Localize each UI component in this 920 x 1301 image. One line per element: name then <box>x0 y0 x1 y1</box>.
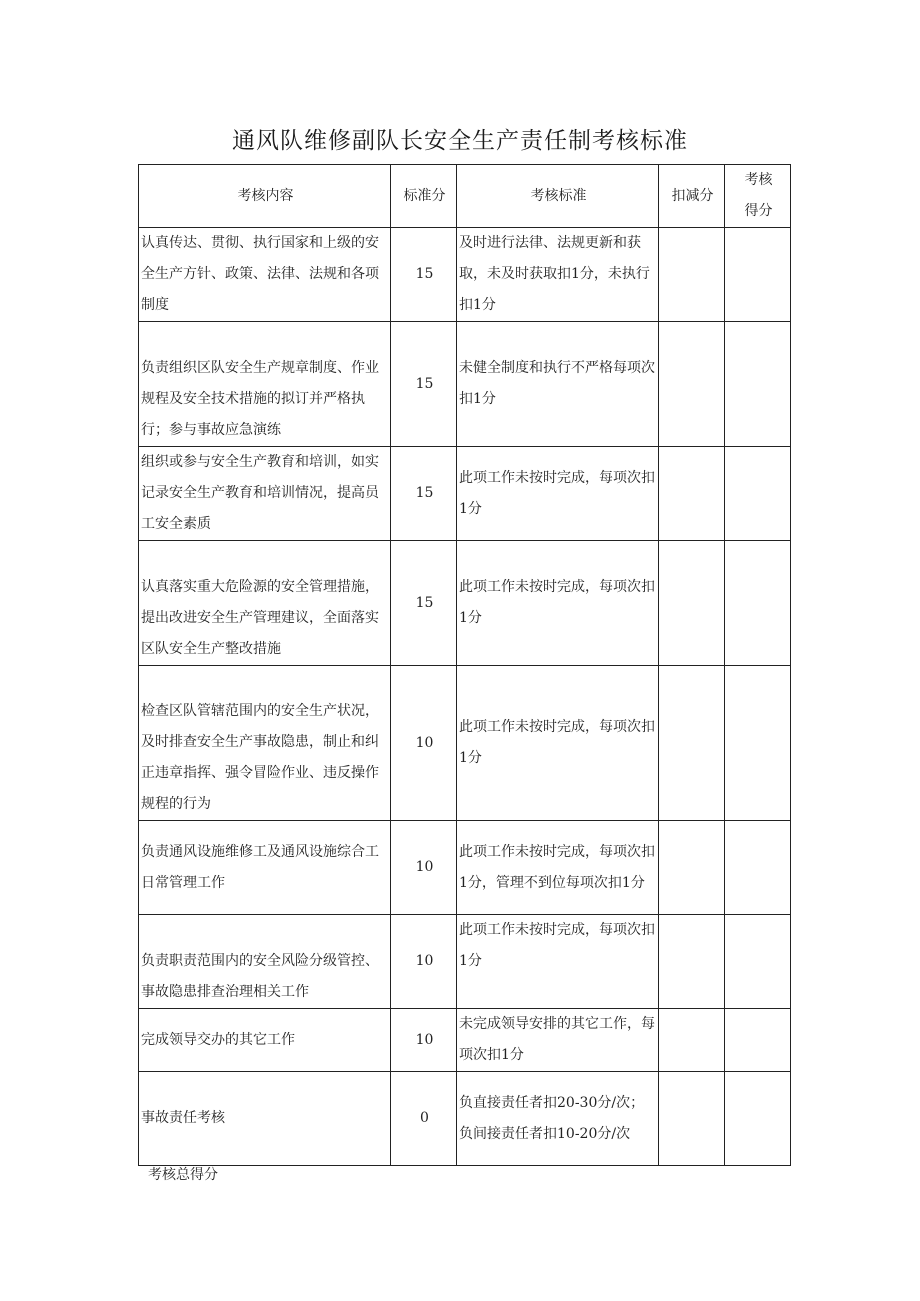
row-deduction-cell[interactable] <box>659 1009 725 1072</box>
table-row <box>139 1072 791 1166</box>
row-deduction-cell[interactable] <box>659 1072 725 1166</box>
header-deduction: 扣减分 <box>659 165 725 228</box>
row-standard-score: 0 <box>391 1072 457 1166</box>
row-criteria: 此项工作未按时完成，每项次扣1分 <box>457 541 659 666</box>
row-content: 认真落实重大危险源的安全管理措施，提出改进安全生产管理建议，全面落实区队安全生产整改措施 <box>139 541 391 666</box>
row-standard-score: 15 <box>391 322 457 447</box>
row-criteria: 未健全制度和执行不严格每项次扣1分 <box>457 322 659 447</box>
row-score-cell[interactable] <box>725 541 791 666</box>
row-deduction-cell[interactable] <box>659 322 725 447</box>
table-row <box>139 915 791 1009</box>
row-criteria: 此项工作未按时完成，每项次扣1分，管理不到位每项次扣1分 <box>457 821 659 915</box>
header-content: 考核内容 <box>139 165 391 228</box>
row-content: 负责职责范围内的安全风险分级管控、事故隐患排查治理相关工作 <box>139 915 391 1009</box>
row-deduction-cell[interactable] <box>659 821 725 915</box>
row-criteria: 此项工作未按时完成，每项次扣1分 <box>457 666 659 821</box>
row-deduction-cell[interactable] <box>659 666 725 821</box>
row-score-cell[interactable] <box>725 915 791 1009</box>
row-content: 完成领导交办的其它工作 <box>139 1009 391 1072</box>
page-title: 通风队维修副队长安全生产责任制考核标准 <box>232 128 688 154</box>
row-criteria: 此项工作未按时完成，每项次扣1分 <box>457 915 659 1009</box>
row-score-cell[interactable] <box>725 322 791 447</box>
row-standard-score: 15 <box>391 447 457 541</box>
header-score <box>725 165 791 228</box>
row-standard-score: 15 <box>391 541 457 666</box>
row-score-cell[interactable] <box>725 1072 791 1166</box>
table-row <box>139 666 791 821</box>
assessment-table <box>138 164 791 1166</box>
header-score-line2: 得分 <box>744 203 773 219</box>
row-deduction-cell[interactable] <box>659 228 725 322</box>
table-row <box>139 447 791 541</box>
row-content: 认真传达、贯彻、执行国家和上级的安全生产方针、政策、法律、法规和各项制度 <box>139 228 391 322</box>
row-content: 负责通风设施维修工及通风设施综合工日常管理工作 <box>139 821 391 915</box>
row-criteria: 及时进行法律、法规更新和获取，未及时获取扣1分，未执行扣1分 <box>457 228 659 322</box>
row-content: 组织或参与安全生产教育和培训，如实记录安全生产教育和培训情况，提高员工安全素质 <box>139 447 391 541</box>
table-header-row <box>139 165 791 228</box>
header-criteria: 考核标准 <box>457 165 659 228</box>
row-deduction-cell[interactable] <box>659 541 725 666</box>
row-content: 事故责任考核 <box>139 1072 391 1166</box>
row-score-cell[interactable] <box>725 447 791 541</box>
row-standard-score: 10 <box>391 1009 457 1072</box>
table-row <box>139 322 791 447</box>
row-score-cell[interactable] <box>725 666 791 821</box>
row-criteria: 未完成领导安排的其它工作，每项次扣1分 <box>457 1009 659 1072</box>
row-deduction-cell[interactable] <box>659 447 725 541</box>
row-criteria: 此项工作未按时完成，每项次扣1分 <box>457 447 659 541</box>
row-standard-score: 10 <box>391 915 457 1009</box>
table-row <box>139 821 791 915</box>
row-score-cell[interactable] <box>725 1009 791 1072</box>
row-score-cell[interactable] <box>725 228 791 322</box>
header-score-line1: 考核 <box>744 172 773 188</box>
row-deduction-cell[interactable] <box>659 915 725 1009</box>
row-criteria: 负直接责任者扣20-30分/次；负间接责任者扣10-20分/次 <box>457 1072 659 1166</box>
row-standard-score: 15 <box>391 228 457 322</box>
row-score-cell[interactable] <box>725 821 791 915</box>
total-score-label: 考核总得分 <box>148 1167 218 1183</box>
table-row <box>139 541 791 666</box>
table-row <box>139 1009 791 1072</box>
header-standard-score: 标准分 <box>391 165 457 228</box>
row-content: 负责组织区队安全生产规章制度、作业规程及安全技术措施的拟订并严格执行；参与事故应急演练 <box>139 322 391 447</box>
row-standard-score: 10 <box>391 821 457 915</box>
table-row <box>139 228 791 322</box>
row-standard-score: 10 <box>391 666 457 821</box>
row-content: 检查区队管辖范围内的安全生产状况，及时排查安全生产事故隐患，制止和纠正违章指挥、强令冒险作业、违反操作规程的行为 <box>139 666 391 821</box>
